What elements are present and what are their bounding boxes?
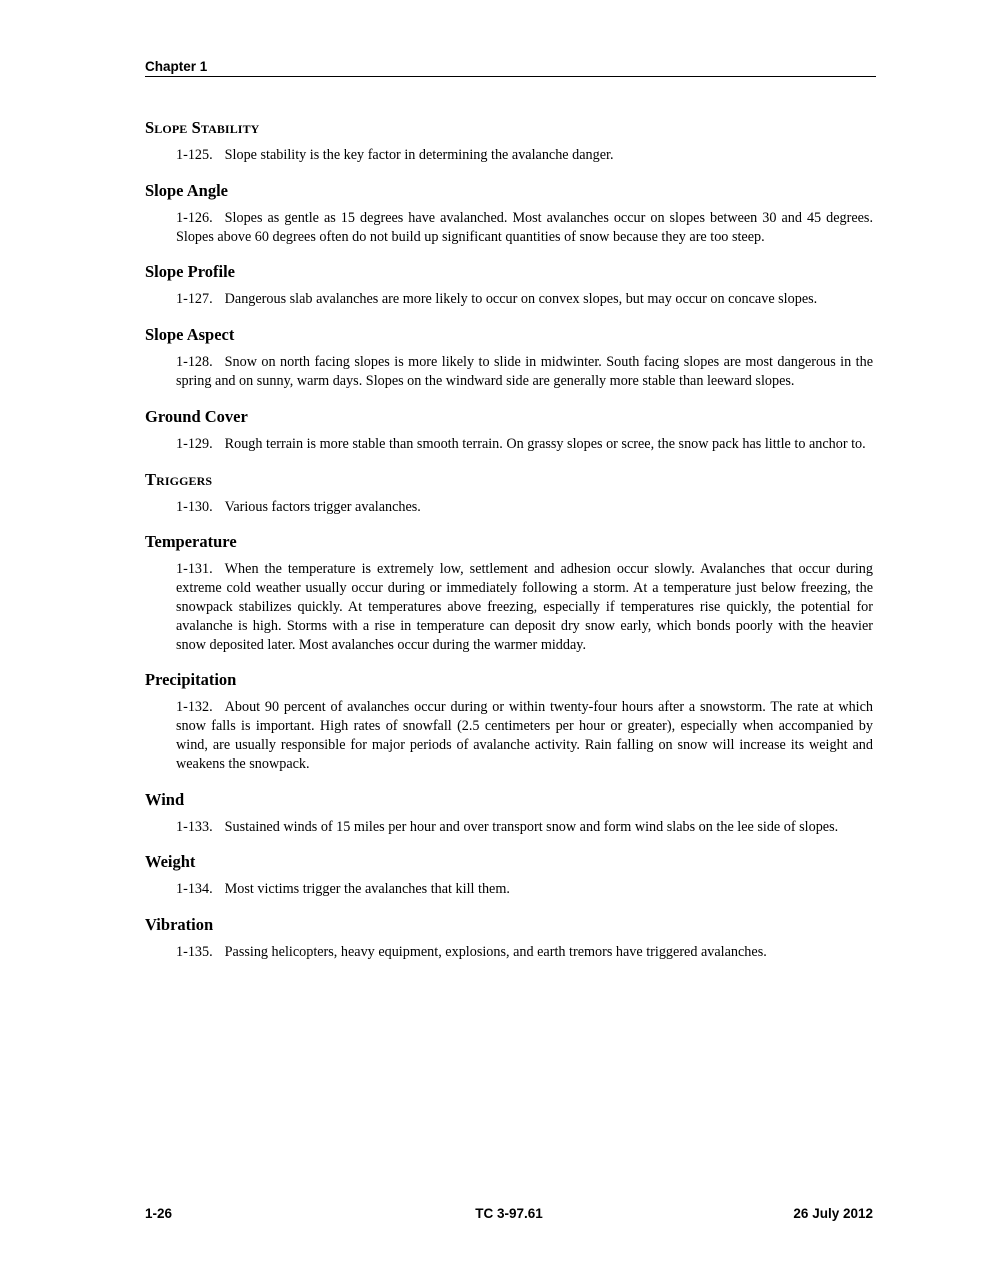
section-heading: Slope Stability: [145, 118, 260, 137]
paragraph: [176, 880, 873, 899]
publication-date: 26 July 2012: [793, 1206, 873, 1221]
paragraph: [176, 698, 873, 773]
paragraph: [176, 943, 873, 962]
section-vibration: [145, 915, 873, 962]
paragraph: [176, 353, 873, 391]
page-number: 1-26: [145, 1206, 173, 1221]
paragraph: [176, 209, 873, 247]
paragraph-number: 1-131.: [176, 561, 213, 578]
subsection-heading: Slope Angle: [145, 180, 228, 200]
section-weight: [145, 852, 873, 899]
paragraph-text: Slope stability is the key factor in determining the avalanche danger.: [224, 147, 614, 163]
paragraph-text: Slopes as gentle as 15 degrees have avalanched. Most avalanches occur on slopes between 30 and 45 degrees. Slopes above 60 degrees often do not build up significant quantities of snow because they are too steep.: [176, 209, 873, 245]
paragraph-text: Various factors trigger avalanches.: [224, 498, 421, 515]
section-ground-cover: [145, 407, 873, 454]
document-number: TC 3-97.61: [475, 1206, 543, 1221]
header-rule: [145, 76, 876, 77]
section-slope-aspect: [145, 325, 873, 391]
document-body: [145, 118, 873, 978]
paragraph-text: When the temperature is extremely low, settlement and adhesion occur slowly. Avalanches that occur during extreme cold weather usually occur during or immediately following a storm. At a temperature just below freezing, the snowpack stabilizes quickly. At temperatures above freezing, especially if temperatures rise quickly, the potential for avalanche is high. Storms with a rise in temperature can deposit dry snow early, which bonds poorly with the heavier snow deposited later. Most avalanches occur during the warmer midday.: [176, 561, 873, 653]
paragraph-text: Snow on north facing slopes is more likely to slide in midwinter. South facing slopes are most dangerous in the spring and on sunny, warm days. Slopes on the windward side are generally more stable than leeward slopes.: [176, 354, 873, 389]
subsection-heading: Vibration: [145, 915, 214, 935]
paragraph: [176, 435, 873, 454]
paragraph: [176, 560, 873, 654]
paragraph-text: Sustained winds of 15 miles per hour and over transport snow and form wind slabs on the lee side of slopes.: [224, 818, 839, 835]
subsection-heading: Ground Cover: [145, 406, 248, 426]
paragraph-number: 1-125.: [176, 147, 213, 163]
paragraph: [176, 818, 873, 837]
paragraph-number: 1-133.: [176, 818, 213, 835]
paragraph-number: 1-128.: [176, 354, 213, 371]
paragraph: [176, 146, 873, 165]
subsection-heading: Slope Profile: [145, 262, 235, 282]
paragraph-text: About 90 percent of avalanches occur during or within twenty-four hours after a snowstorm. The rate at which snow falls is important. High rates of snowfall (2.5 centimeters per hour or greater), especially when accompanied by wind, are usually responsible for major periods of avalanche activity. Rain falling on snow will increase its weight and weakens the snowpack.: [176, 699, 873, 772]
subsection-heading: Temperature: [145, 532, 237, 552]
paragraph-number: 1-130.: [176, 498, 213, 515]
subsection-heading: Wind: [145, 789, 185, 809]
section-slope-angle: [145, 181, 873, 247]
paragraph-number: 1-132.: [176, 699, 213, 716]
section-precipitation: [145, 670, 873, 773]
paragraph-number: 1-126.: [176, 209, 213, 226]
subsection-heading: Weight: [145, 852, 196, 872]
paragraph-text: Most victims trigger the avalanches that kill them.: [224, 881, 510, 898]
paragraph-number: 1-129.: [176, 435, 213, 452]
paragraph-text: Passing helicopters, heavy equipment, explosions, and earth tremors have triggered avalanches.: [224, 944, 767, 961]
section-wind: [145, 790, 873, 837]
paragraph-text: Rough terrain is more stable than smooth terrain. On grassy slopes or scree, the snow pack has little to anchor to.: [224, 435, 866, 452]
paragraph-number: 1-135.: [176, 944, 213, 961]
chapter-header: Chapter 1: [145, 59, 208, 74]
paragraph-number: 1-134.: [176, 881, 213, 898]
section-heading: Triggers: [145, 469, 213, 489]
subsection-heading: Slope Aspect: [145, 325, 235, 345]
section-slope-stability: [145, 118, 873, 165]
paragraph: [176, 498, 873, 517]
paragraph-number: 1-127.: [176, 291, 213, 308]
paragraph-text: Dangerous slab avalanches are more likely to occur on convex slopes, but may occur on concave slopes.: [224, 291, 818, 308]
section-temperature: [145, 532, 873, 654]
paragraph: [176, 290, 873, 309]
section-slope-profile: [145, 262, 873, 309]
section-triggers: [145, 470, 873, 517]
subsection-heading: Precipitation: [145, 670, 237, 690]
